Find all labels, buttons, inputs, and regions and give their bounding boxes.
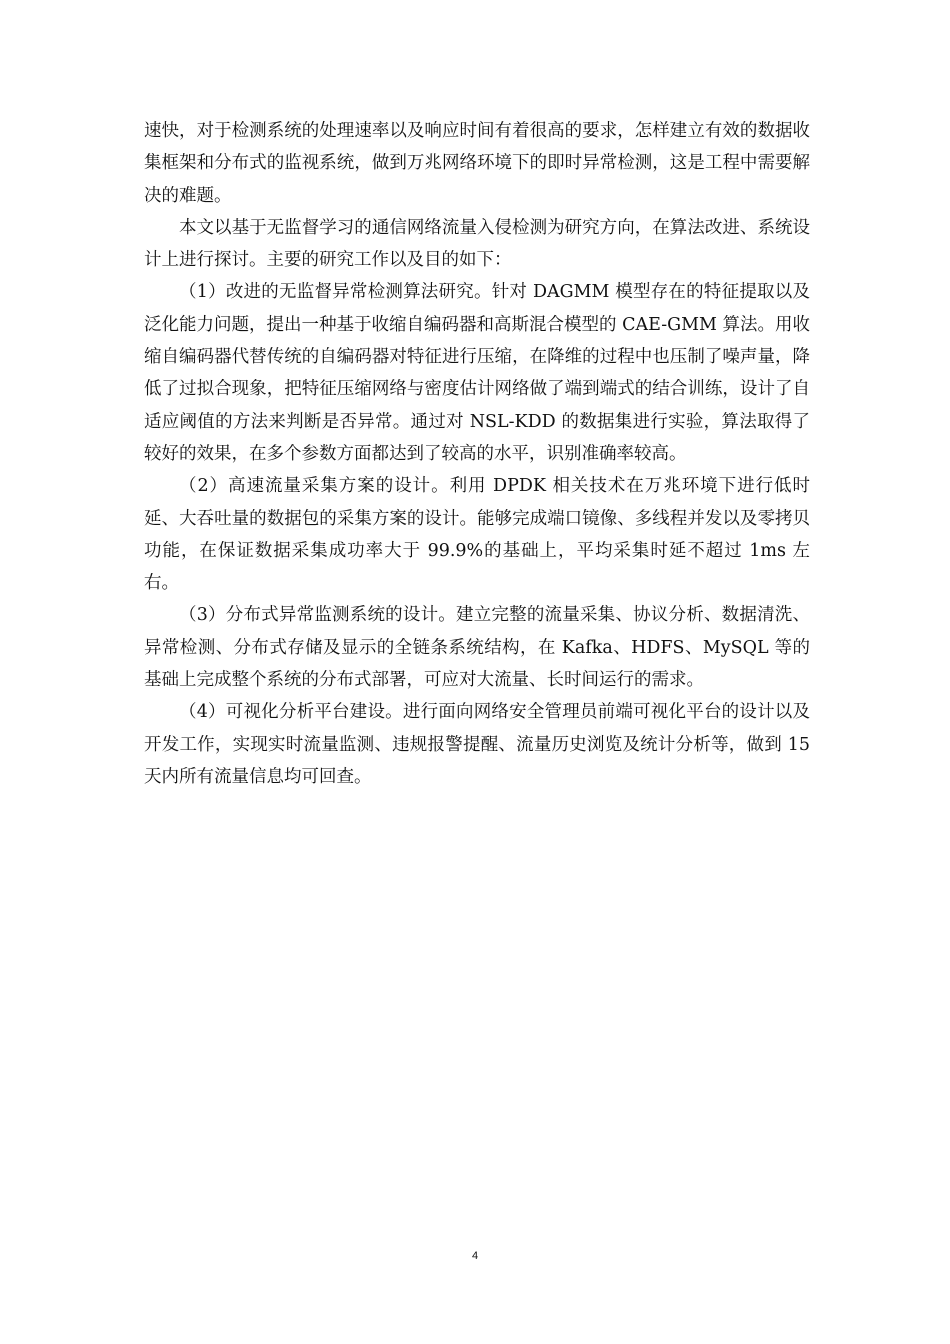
page-number: 4 <box>471 1250 479 1262</box>
body-text <box>144 115 810 793</box>
paragraph-work-item-3: （3）分布式异常监测系统的设计。建立完整的流量采集、协议分析、数据清洗、异常检测、分布式存储及显示的全链条系统结构，在 Kafka、HDFS、MySQL 等的基础上完成整个系统的分布式部署，可应对大流量、长时间运行的需求。 <box>144 605 810 691</box>
paragraph-work-item-4: （4）可视化分析平台建设。进行面向网络安全管理员前端可视化平台的设计以及开发工作，实现实时流量监测、违规报警提醒、流量历史浏览及统计分析等，做到 15 天内所有流量信息均可回查。 <box>144 702 810 787</box>
paragraph-continuation: 速快，对于检测系统的处理速率以及响应时间有着很高的要求，怎样建立有效的数据收集框架和分布式的监视系统，做到万兆网络环境下的即时异常检测，这是工程中需要解决的难题。 <box>144 121 810 206</box>
paragraph-research-direction: 本文以基于无监督学习的通信网络流量入侵检测为研究方向，在算法改进、系统设计上进行探讨。主要的研究工作以及目的如下： <box>144 217 810 271</box>
paragraph-work-item-1: （1）改进的无监督异常检测算法研究。针对 DAGMM 模型存在的特征提取以及泛化能力问题，提出一种基于收缩自编码器和高斯混合模型的 CAE-GMM 算法。用收缩自编码器代替传统的自编码器对特征进行压缩，在降维的过程中也压制了噪声量，降低了过拟合现象，把特征压缩网络与密度估计网络做了端到端式的结合训练，设计了自适应阈值的方法来判断是否异常。通过对 NSL-KDD 的数据集进行实验，算法取得了较好的效果，在多个参数方面都达到了较高的水平，识别准确率较高。 <box>144 282 810 464</box>
paragraph-work-item-2: （2）高速流量采集方案的设计。利用 DPDK 相关技术在万兆环境下进行低时延、大吞吐量的数据包的采集方案的设计。能够完成端口镜像、多线程并发以及零拷贝功能，在保证数据采集成功率大于 99.9%的基础上，平均采集时延不超过 1ms 左右。 <box>144 476 810 594</box>
